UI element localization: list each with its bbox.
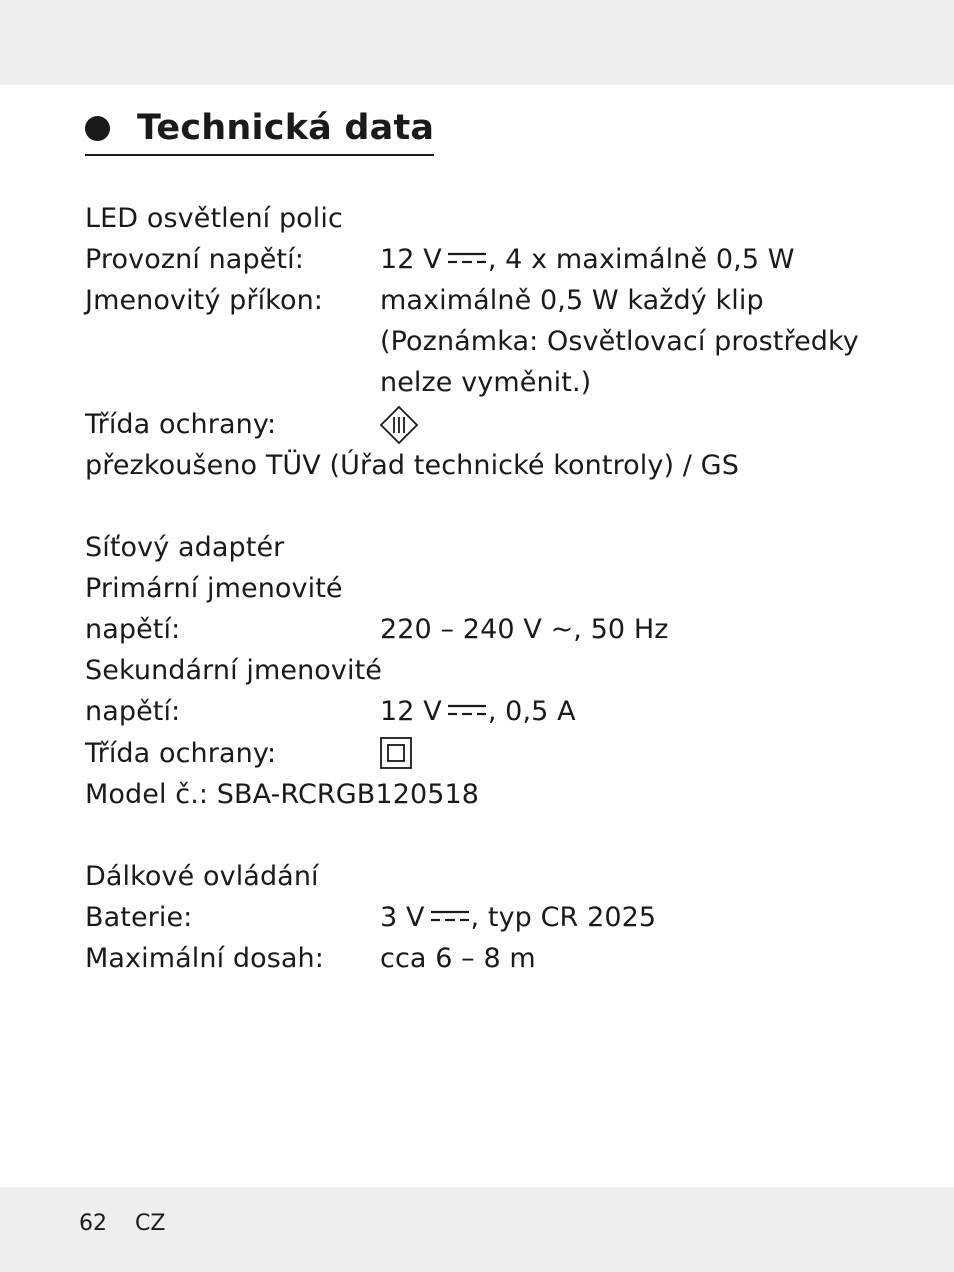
protection-class-iii-icon <box>380 406 418 444</box>
adapter-secondary-value <box>380 691 576 732</box>
top-band <box>0 0 954 85</box>
adapter-secondary-label-2: napětí: <box>85 696 181 727</box>
protection-class-ii-icon <box>380 737 412 769</box>
adapter-protection-label: Třída ochrany: <box>85 738 277 769</box>
led-power-value-1: maximálně 0,5 W každý klip <box>380 285 764 316</box>
remote-battery-value <box>380 897 656 938</box>
heading-bullet <box>85 116 110 141</box>
adapter-secondary-b: , 0,5 A <box>487 696 576 727</box>
adapter-title: Síťový adaptér <box>85 532 285 563</box>
led-voltage-b: , 4 x maximálně 0,5 W <box>487 244 795 275</box>
adapter-primary-value: 220 – 240 V ~, 50 Hz <box>380 614 669 645</box>
adapter-primary-label-1: Primární jmenovité <box>85 573 343 604</box>
adapter-model: Model č.: SBA-RCRGB120518 <box>85 779 480 810</box>
adapter-secondary-a: 12 V <box>380 696 442 727</box>
led-tested: přezkoušeno TÜV (Úřad technické kontroly) / GS <box>85 450 739 481</box>
direct-current-icon <box>448 703 486 717</box>
remote-title: Dálkové ovládání <box>85 861 319 892</box>
remote-range-label: Maximální dosah: <box>85 943 324 974</box>
direct-current-icon <box>448 251 486 265</box>
remote-range-value: cca 6 – 8 m <box>380 943 536 974</box>
remote-battery-a: 3 V <box>380 902 425 933</box>
page-number: 62 <box>79 1211 107 1236</box>
led-power-value-2: (Poznámka: Osvětlovací prostředky <box>380 326 859 357</box>
led-power-value-3: nelze vyměnit.) <box>380 367 592 398</box>
adapter-secondary-label-1: Sekundární jmenovité <box>85 655 383 686</box>
led-voltage-value <box>380 239 795 280</box>
remote-battery-label: Baterie: <box>85 902 193 933</box>
led-protection-label: Třída ochrany: <box>85 409 277 440</box>
remote-battery-b: , typ CR 2025 <box>470 902 657 933</box>
led-voltage-label: Provozní napětí: <box>85 244 304 275</box>
direct-current-icon <box>431 909 469 923</box>
adapter-primary-label-2: napětí: <box>85 614 181 645</box>
adapter-protection-value <box>380 733 412 769</box>
language-code: CZ <box>135 1211 166 1236</box>
led-power-label: Jmenovitý příkon: <box>85 285 323 316</box>
page-title: Technická data <box>137 108 435 148</box>
led-title: LED osvětlení polic <box>85 203 343 234</box>
led-voltage-a: 12 V <box>380 244 442 275</box>
led-protection-value <box>380 404 418 444</box>
section-heading <box>85 108 434 156</box>
